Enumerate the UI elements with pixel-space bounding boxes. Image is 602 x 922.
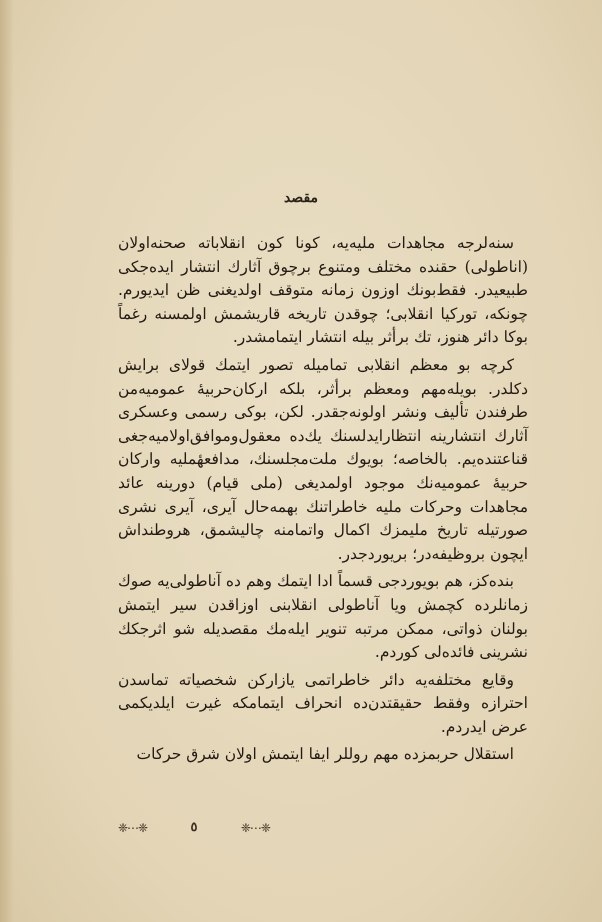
paragraph-5: استقلال حربمزده مهم روللر ایفا ایتمش اولان شرق حرکات [136, 745, 514, 764]
paragraph-2: کرچه بو معظم انقلابی تماميله تصور ایتمك قولای برایش دکلدر. بویله‌مهم ومعظم برأثر، بلکه ارکان‌حربیهٔ عمومیه‌من طرفندن تألیف ونشر اولونه‌جقدر. لکن، بوکی رسمی وعسکری آثارك انتشارینه انتظارایدلسنك یك‌ده معقول‌وموافق‌اولامیه‌جغی قناعتنده‌یم. بالخاصه؛ بویوك ملت‌مجلسنك، مدافعهٔملیه وارکان حربیهٔ عمومیه‌نك موجود اولمدیغی (ملی قیام) دورینه عائد مجاهدات وحرکات ملیه خاطراتنك بهمه‌حال آیری، آیری نشری صورتیله تاریخ ملیمزك اکمال واتمامنه چالیشمق، هروطنداش ایچون بروظیفه‌در؛ بریوردجدر. [118, 355, 528, 563]
footer-ornament-left: ❈⋯❈ [118, 820, 148, 835]
paragraph-1: سنه‌لرجه مجاهدات ملیه‌یه، کونا کون انقلاباته صحنه‌اولان (اناطولی) حقنده مختلف ومتنوع برچوق آثارك انتشار ایده‌جکی طبیعیدر. فقط‌بونك اوزون زمانه متوقف اولدیغنی ظن ایدیورم. چونکه، تورکیا انقلابی؛ چوقدن تاریخه قاریشمش اولمسنه رغماً بوکا دائر هنوز، تك برأثر بیله انتشار ایتمامشدر. [118, 234, 528, 347]
paragraph-4: وقایع مختلفه‌یه دائر خاطراتمی یازارکن شخصیاته تماسدن احترازه وفقط حقیقتدن‌ده انحراف ایتمامکه غیرت ایلدیکمی عرض ایدردم. [118, 670, 528, 736]
page-footer [118, 820, 270, 835]
page-edge-shadow [0, 0, 14, 922]
paragraph-3: بنده‌کز، هم بویوردجی قسماً ادا ایتمك وهم ده آناطولی‌یه صوك زمانلرده کچمش ویا آناطولی انقلابنی اوزاقدن سیر ایتمش بولنان ذواتی، ممکن مرتبه تنویر ایله‌مك مقصدیله شو اثرجکك نشرینی فائده‌لی کوردم. [118, 572, 528, 662]
body-text [118, 232, 528, 771]
footer-ornament-right: ❈⋯❈ [240, 820, 270, 835]
page-number: ٥ [190, 820, 198, 835]
section-heading: مقصد [283, 190, 319, 206]
